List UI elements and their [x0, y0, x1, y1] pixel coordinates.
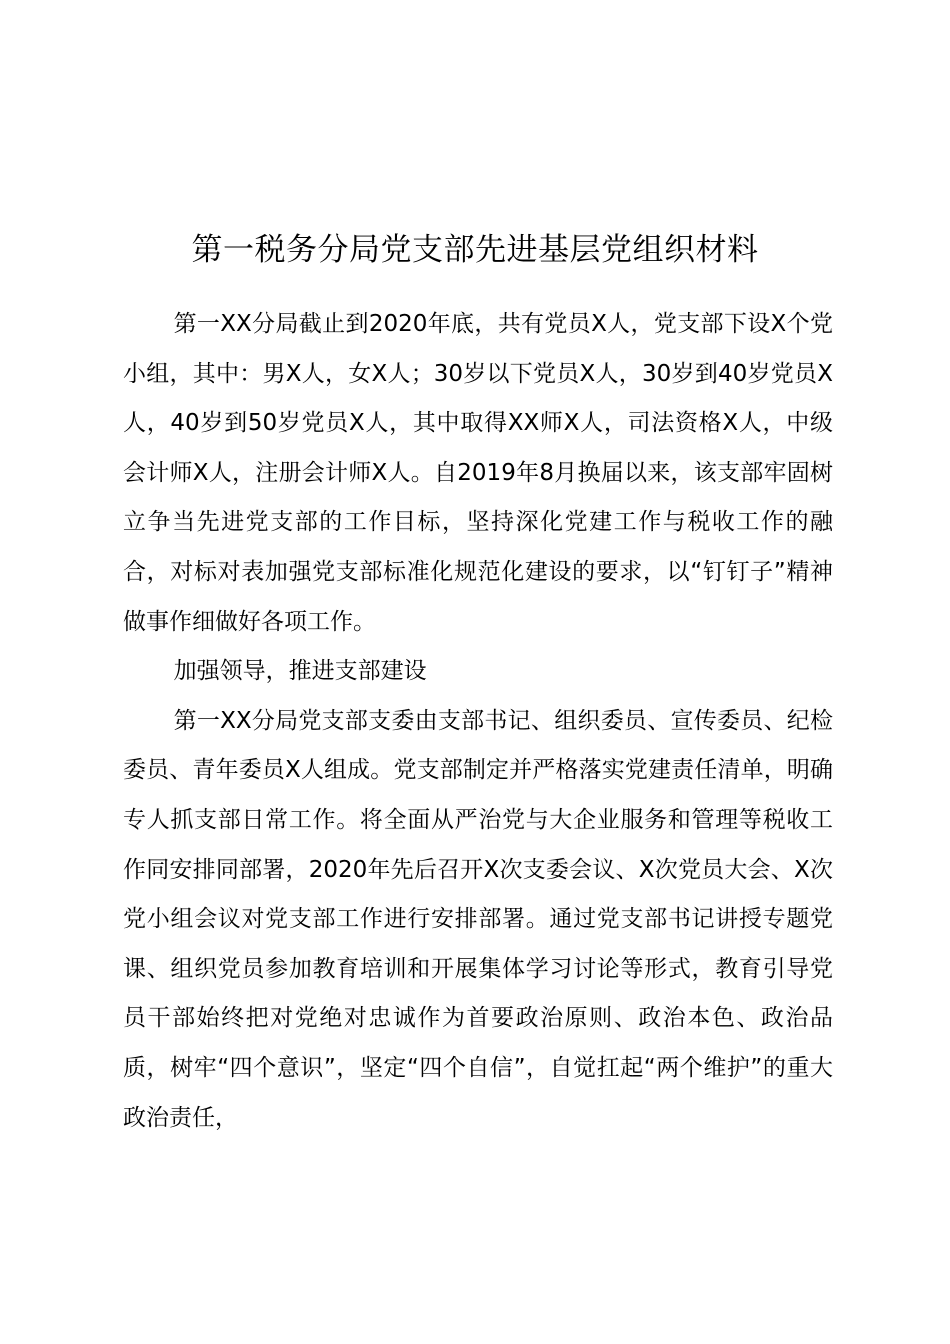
intro-paragraph: 第一XX分局截止到2020年底，共有党员X人，党支部下设X个党小组，其中：男X人，女X人；30岁以下党员X人，30岁到40岁党员X人，40岁到50岁党员X人，其中取得XX师X人，司法资格X人，中级会计师X人，注册会计师X人。自2019年8月换届以来，该支部牢固树立争当先进党支部的工作目标，坚持深化党建工作与税收工作的融合，对标对表加强党支部标准化规范化建设的要求，以“钉钉子”精神做事作细做好各项工作。 — [123, 311, 833, 635]
document-title: 第一税务分局党支部先进基层党组织材料 — [191, 232, 759, 268]
document-body — [123, 300, 833, 1143]
section-heading: 加强领导，推进支部建设 — [173, 658, 427, 685]
section-paragraph: 第一XX分局党支部支委由支部书记、组织委员、宣传委员、纪检委员、青年委员X人组成。党支部制定并严格落实党建责任清单，明确专人抓支部日常工作。将全面从严治党与大企业服务和管理等税收工作同安排同部署，2020年先后召开X次支委会议、X次党员大会、X次党小组会议对党支部工作进行安排部署。通过党支部书记讲授专题党课、组织党员参加教育培训和开展集体学习讨论等形式，教育引导党员干部始终把对党绝对忠诚作为首要政治原则、政治本色、政治品质，树牢“四个意识”，坚定“四个自信”，自觉扛起“两个维护”的重大政治责任， — [123, 707, 833, 1131]
